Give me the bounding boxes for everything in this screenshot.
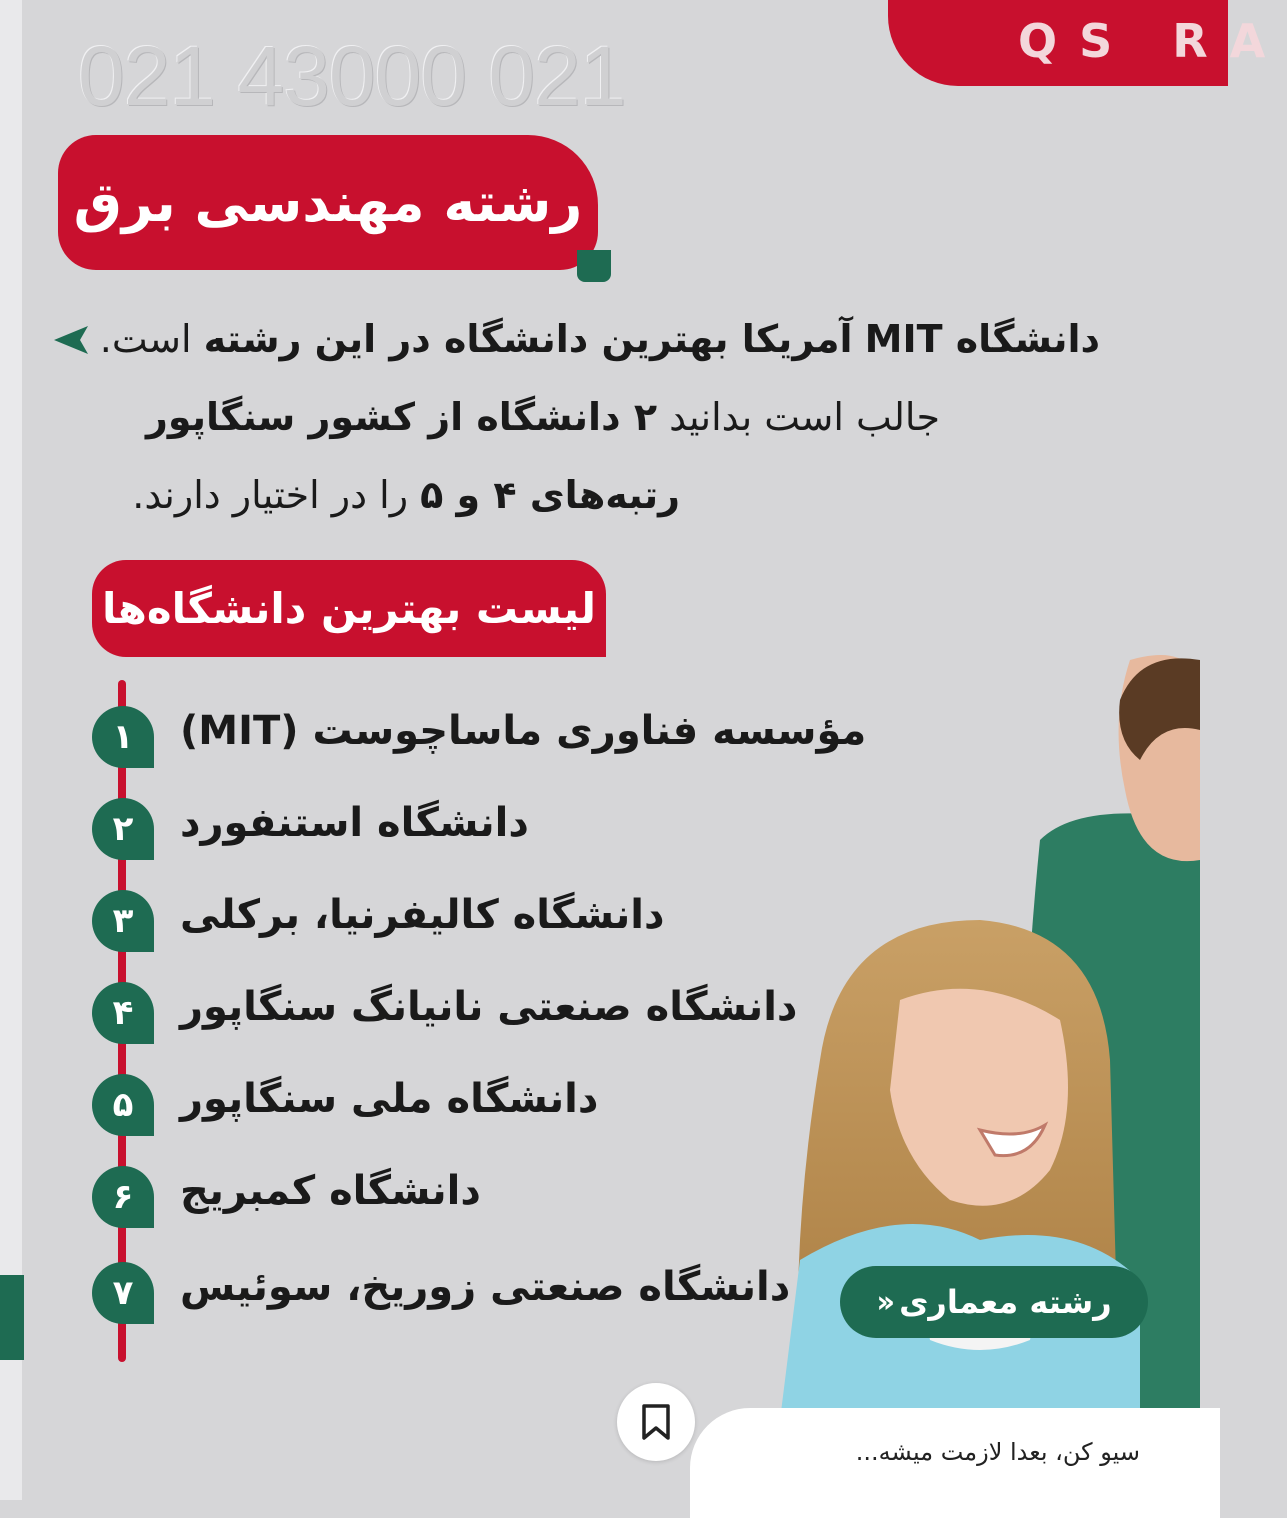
bookmark-button[interactable] xyxy=(617,1383,695,1461)
rank-number: ۵ xyxy=(92,1074,154,1136)
university-name: دانشگاه کمبریج xyxy=(180,1168,481,1214)
intro-ranks: رتبه‌های ۴ و ۵ xyxy=(420,473,680,517)
university-name: دانشگاه استنفورد xyxy=(180,800,529,846)
university-name: مؤسسه فناوری ماساچوست (MIT) xyxy=(180,708,867,754)
intro-line-1 xyxy=(80,300,1100,378)
intro-mit: دانشگاه MIT xyxy=(864,317,1100,361)
intro-line2-a: جالب است بدانید xyxy=(657,395,940,439)
rank-number: ۴ xyxy=(92,982,154,1044)
title-accent xyxy=(577,250,611,282)
save-prompt: سیو کن، بعدا لازمت میشه... xyxy=(855,1438,1140,1466)
university-name: دانشگاه کالیفرنیا، برکلی xyxy=(180,892,665,938)
rank-number: ۲ xyxy=(92,798,154,860)
university-name: دانشگاه صنعتی زوریخ، سوئیس xyxy=(180,1264,791,1310)
rank-number: ۱ xyxy=(92,706,154,768)
rank-number: ۳ xyxy=(92,890,154,952)
intro-singapore: ۲ دانشگاه از کشور سنگاپور xyxy=(146,395,658,439)
qs-ranking-label: QS RA xyxy=(1018,14,1287,68)
intro-line3-rest: را در اختیار دارند. xyxy=(132,473,421,517)
intro-line1-rest: است. xyxy=(99,317,204,361)
intro-line-2 xyxy=(80,378,1100,456)
page-title: رشته مهندسی برق xyxy=(58,135,598,270)
rank-number: ۶ xyxy=(92,1166,154,1228)
double-chevron-left-icon: ‹‹ xyxy=(876,1284,890,1320)
intro-best: آمریکا بهترین دانشگاه در این رشته xyxy=(203,317,853,361)
phone-watermark: 021 43000 021 xyxy=(78,29,626,123)
rank-number: ۷ xyxy=(92,1262,154,1324)
next-topic-button[interactable] xyxy=(840,1266,1148,1338)
intro-paragraph xyxy=(80,300,1100,534)
intro-line-3 xyxy=(80,456,1100,534)
left-edge-green-tab xyxy=(0,1275,24,1360)
university-name: دانشگاه ملی سنگاپور xyxy=(180,1076,599,1122)
university-name: دانشگاه صنعتی نانیانگ سنگاپور xyxy=(180,984,798,1030)
list-title: لیست بهترین دانشگاه‌ها xyxy=(92,560,606,657)
next-topic-label: رشته معماری xyxy=(899,1283,1112,1321)
bookmark-icon xyxy=(638,1402,674,1442)
